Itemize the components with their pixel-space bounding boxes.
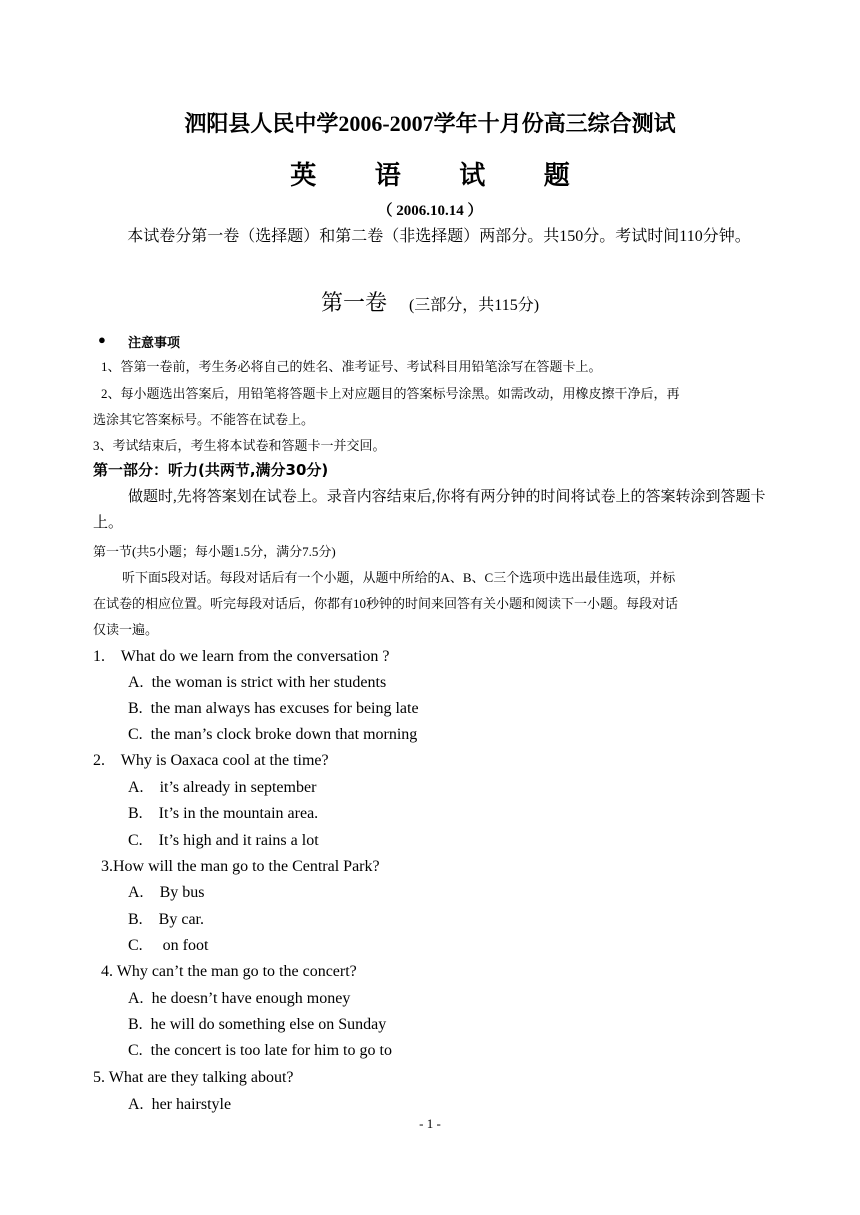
exam-intro: 本试卷分第一卷（选择题）和第二卷（非选择题）两部分。共150分。考试时间110分钟。: [127, 228, 751, 245]
option-letter: A.: [128, 884, 144, 901]
section1-instruction: 在试卷的相应位置。听完每段对话后，你都有10秒钟的时间来回答有关小题和阅读下一小题。每段对话: [93, 596, 679, 611]
section1-title: 第一节(共5小题；每小题1.5分，满分7.5分): [93, 544, 336, 559]
option-letter: A.: [128, 1096, 144, 1113]
notice-item: 选涂其它答案标号。不能答在试卷上。: [93, 412, 315, 427]
question-option: [128, 1096, 231, 1114]
option-text: the man always has excuses for being late: [150, 700, 419, 717]
option-text: the woman is strict with her students: [151, 674, 387, 691]
option-letter: C.: [128, 1042, 143, 1059]
option-text: her hairstyle: [151, 1096, 232, 1113]
exam-date: （ 2006.10.14 ）: [377, 203, 483, 219]
question-stem: 5. What are they talking about?: [93, 1069, 294, 1086]
question-option: [128, 674, 386, 692]
question-option: [128, 805, 318, 823]
notice-item: 1、答第一卷前，考生务必将自己的姓名、准考证号、考试科目用铅笔涂写在答题卡上。: [101, 359, 602, 374]
option-letter: B.: [128, 805, 143, 822]
question-option: [128, 1016, 386, 1034]
question-option: [128, 1042, 392, 1060]
exam-subtitle: 英 语 试 题: [290, 161, 596, 190]
volume-note: (三部分，共115分): [408, 297, 540, 314]
option-letter: C.: [128, 726, 143, 743]
option-text: it’s already in september: [155, 779, 317, 796]
question-option: [128, 911, 204, 929]
part1-instruction: 做题时,先将答案划在试卷上。录音内容结束后,你将有两分钟的时间将试卷上的答案转涂到答题卡: [128, 489, 766, 505]
volume-heading: [0, 286, 860, 317]
question-option: [128, 832, 319, 850]
question-option: [128, 700, 419, 718]
option-letter: B.: [128, 1016, 143, 1033]
question-stem: 1. What do we learn from the conversation ?: [93, 648, 390, 665]
option-letter: C.: [128, 937, 143, 954]
part1-title: 第一部分：听力(共两节,满分30分): [93, 461, 329, 479]
section1-instruction: 听下面5段对话。每段对话后有一个小题，从题中所给的A、B、C三个选项中选出最佳选项，并标: [122, 570, 676, 585]
section1-instruction: 仅读一遍。: [93, 622, 159, 637]
part1-instruction: 上。: [93, 515, 124, 531]
question-stem: 3.How will the man go to the Central Park?: [101, 858, 380, 875]
question-option: [128, 884, 204, 902]
option-letter: A.: [128, 990, 144, 1007]
question-stem: 2. Why is Oaxaca cool at the time?: [93, 752, 329, 769]
notice-bullet-icon: ●: [98, 332, 106, 347]
option-letter: C.: [128, 832, 143, 849]
option-text: the man’s clock broke down that morning: [150, 726, 418, 743]
question-option: [128, 937, 208, 955]
volume-title: 第一卷: [320, 290, 387, 315]
question-option: [128, 779, 316, 797]
notice-item: 3、考试结束后，考生将本试卷和答题卡一并交回。: [93, 438, 386, 453]
option-text: the concert is too late for him to go to: [150, 1042, 392, 1059]
notice-item: 2、每小题选出答案后，用铅笔将答题卡上对应题目的答案标号涂黑。如需改动，用橡皮擦干净后，再: [101, 386, 680, 401]
option-text: It’s high and it rains a lot: [154, 832, 319, 849]
option-text: By car.: [154, 911, 204, 928]
option-text: It’s in the mountain area.: [154, 805, 319, 822]
page-number: - 1 -: [419, 1116, 441, 1131]
question-option: [128, 726, 417, 744]
option-letter: B.: [128, 911, 143, 928]
question-stem: 4. Why can’t the man go to the concert?: [101, 963, 357, 980]
option-text: he doesn’t have enough money: [151, 990, 351, 1007]
option-text: on foot: [154, 937, 209, 954]
option-letter: A.: [128, 674, 144, 691]
option-letter: A.: [128, 779, 144, 796]
exam-title: 泗阳县人民中学2006-2007学年十月份高三综合测试: [184, 111, 676, 136]
option-text: By bus: [155, 884, 205, 901]
notice-title: 注意事项: [128, 335, 181, 350]
question-option: [128, 990, 350, 1008]
option-letter: B.: [128, 700, 143, 717]
option-text: he will do something else on Sunday: [150, 1016, 387, 1033]
